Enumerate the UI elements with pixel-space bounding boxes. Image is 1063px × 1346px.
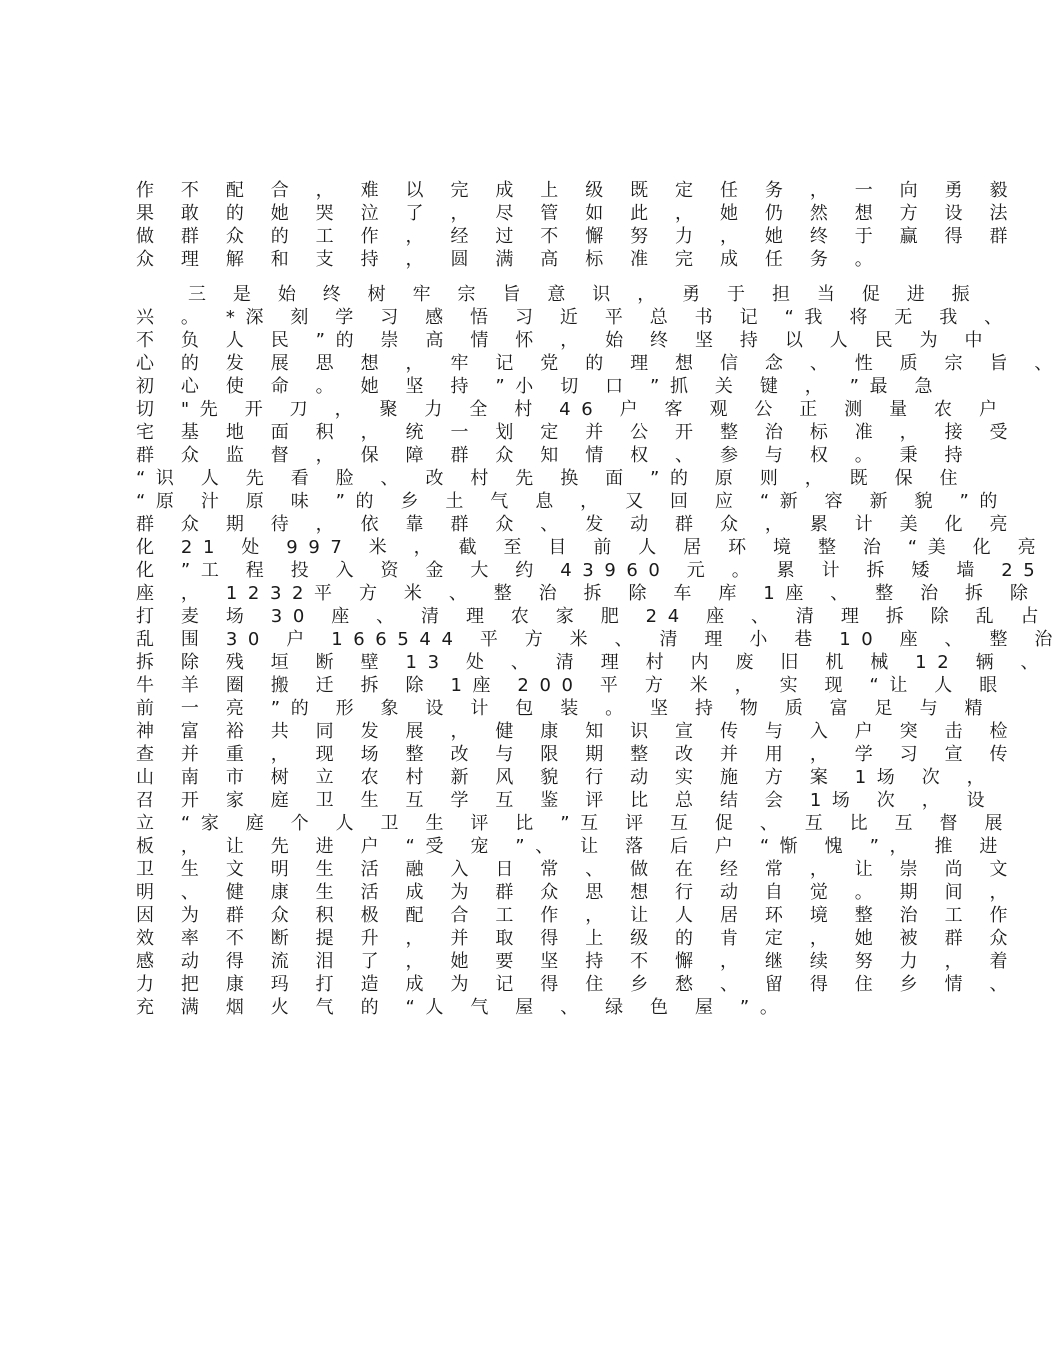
paragraph-2-line: 召 开 家 庭 卫 生 互 学 互 鉴 评 比 总 结 会 1场 次 ， 设	[136, 790, 996, 811]
paragraph-2-line: 宅 基 地 面 积 ， 统 一 划 定 并 公 开 整 治 标 准 ， 接 受	[136, 422, 1019, 443]
paragraph-2-line: 不 负 人 民 ”的 崇 高 情 怀 ， 始 终 坚 持 以 人 民 为 中	[136, 330, 994, 351]
paragraph-2-line: 感 动 得 流 泪 了 ， 她 要 坚 持 不 懈 ， 继 续 努 力 ， 着	[136, 951, 1019, 972]
paragraph-2-line: 前 一 亮 ”的 形 象 设 计 包 装 。 坚 持 物 质 富 足 与 精	[136, 698, 994, 719]
paragraph-2-line: 群 众 监 督 ， 保 障 群 众 知 情 权 、 参 与 权 。 秉 持	[136, 445, 974, 466]
paragraph-2-line: 化 21 处 997 米 ， 截 至 目 前 人 居 环 境 整 治 “美 化 亮	[136, 537, 1047, 558]
paragraph-1-line: 果 敢 的 她 哭 泣 了 ， 尽 管 如 此 ， 她 仍 然 想 方 设 法	[136, 203, 1019, 224]
paragraph-2-line: 力 把 康 玛 打 造 成 为 记 得 住 乡 愁 、 留 得 住 乡 情 、	[136, 974, 1019, 995]
paragraph-2-line: 打 麦 场 30 座 、 清 理 农 家 肥 24 座 、 清 理 拆 除 乱 占	[136, 606, 1050, 627]
paragraph-2-line: 明 、 健 康 生 活 成 为 群 众 思 想 行 动 自 觉 。 期 间 ，	[136, 882, 1019, 903]
paragraph-2-line: 查 并 重 ， 现 场 整 改 与 限 期 整 改 并 用 ， 学 习 宣 传	[136, 744, 1019, 765]
paragraph-1-line: 众 理 解 和 支 持 ， 圆 满 高 标 准 完 成 任 务 。	[136, 249, 884, 270]
paragraph-2-line: 卫 生 文 明 生 活 融 入 日 常 、 做 在 经 常 ， 让 崇 尚 文	[136, 859, 1019, 880]
paragraph-2-line: 化 ”工 程 投 入 资 金 大 约 43960 元 。 累 计 拆 矮 墙 25	[136, 560, 1046, 581]
paragraph-1-line: 作 不 配 合 ， 难 以 完 成 上 级 既 定 任 务 ， 一 向 勇 毅	[136, 180, 1019, 201]
paragraph-2-line: “识 人 先 看 脸 、 改 村 先 换 面 ”的 原 则 ， 既 保 住	[136, 468, 969, 489]
paragraph-2-line: 因 为 群 众 积 极 配 合 工 作 ， 让 人 居 环 境 整 治 工 作	[136, 905, 1019, 926]
paragraph-2-line: 切 "先 开 刀 ， 聚 力 全 村 46 户 客 观 公 正 测 量 农 户	[136, 399, 1008, 420]
paragraph-2-line: 群 众 期 待 ， 依 靠 群 众 、 发 动 群 众 ， 累 计 美 化 亮	[136, 514, 1019, 535]
paragraph-2-line: 初 心 使 命 。 她 坚 持 ”小 切 口 ”抓 关 键 ， ”最 急	[136, 376, 944, 397]
paragraph-2	[136, 283, 1063, 1019]
paragraph-2-line: 立 “家 庭 个 人 卫 生 评 比 ”互 评 互 促 、 互 比 互 督 展	[136, 813, 1014, 834]
paragraph-2-line: 板 ， 让 先 进 户 “受 宠 ”、 让 落 后 户 “惭 愧 ”， 推 进	[136, 836, 1008, 857]
paragraph-1	[136, 179, 1019, 271]
paragraph-2-line: 充 满 烟 火 气 的 “人 气 屋 、 绿 色 屋 ”。	[136, 997, 789, 1018]
paragraph-2-line: “原 汁 原 味 ”的 乡 土 气 息 ， 又 回 应 “新 容 新 貌 ”的	[136, 491, 1008, 512]
paragraph-2-line: 拆 除 残 垣 断 壁 13 处 、 清 理 村 内 废 旧 机 械 12 辆 、	[136, 652, 1050, 673]
paragraph-2-line: 兴 。 *深 刻 学 习 感 悟 习 近 平 总 书 记 “我 将 无 我 、	[136, 307, 1013, 328]
paragraph-2-line: 三 是 始 终 树 牢 宗 旨 意 识 ， 勇 于 担 当 促 进 振	[188, 284, 981, 305]
paragraph-1-line: 做 群 众 的 工 作 ， 经 过 不 懈 努 力 ， 她 终 于 赢 得 群	[136, 226, 1019, 247]
paragraph-2-line: 乱 围 30 户 166544 平 方 米 、 清 理 小 巷 10 座 、 整 治	[136, 629, 1063, 650]
paragraph-2-line: 神 富 裕 共 同 发 展 ， 健 康 知 识 宣 传 与 入 户 突 击 检	[136, 721, 1019, 742]
paragraph-2-line: 山 南 市 树 立 农 村 新 风 貌 行 动 实 施 方 案 1场 次 ，	[136, 767, 996, 788]
paragraph-2-line: 效 率 不 断 提 升 ， 并 取 得 上 级 的 肯 定 ， 她 被 群 众	[136, 928, 1019, 949]
paragraph-2-line: 座 ， 1232平 方 米 、 整 治 拆 除 车 库 1座 、 整 治 拆 除	[136, 583, 1039, 604]
paragraph-2-line: 心 的 发 展 思 想 ， 牢 记 党 的 理 想 信 念 、 性 质 宗 旨 、	[136, 353, 1063, 374]
paragraph-2-line: 牛 羊 圈 搬 迁 拆 除 1座 200 平 方 米 ， 实 现 “让 人 眼	[136, 675, 1008, 696]
